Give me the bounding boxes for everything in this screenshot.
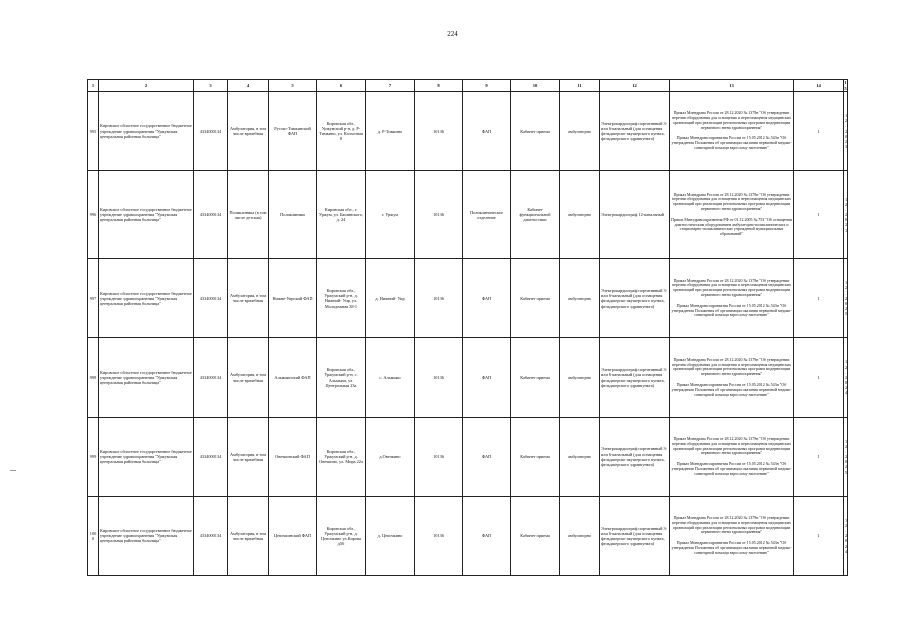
- cabinet: Кабинет функциональной диагностики: [511, 171, 560, 259]
- legal-basis: [670, 259, 794, 338]
- organization-name: Кировское областное государственное бюджетное учреждение здравоохранения "Уржумская центральная районная больница": [99, 259, 194, 338]
- equipment-name: Электрокардиограф портативный 3- или 6-канальный (для оснащения фельдшерско-акушерского пункта, фельдшерского здравпункта): [600, 417, 670, 496]
- settlement: г. Уржум: [366, 171, 415, 259]
- department: ФАП: [463, 92, 511, 171]
- quantity: 1: [794, 417, 844, 496]
- cabinet: Кабинет приема: [511, 92, 560, 171]
- column-header: 8: [415, 80, 463, 92]
- legal-basis: [670, 496, 794, 575]
- facility-type: Амбулатория, в том числе врачебная: [228, 417, 269, 496]
- oktmo-code: 10136: [415, 171, 463, 259]
- inn-code: 4334000134: [194, 171, 228, 259]
- column-header: 2: [99, 80, 194, 92]
- cabinet: Кабинет приема: [511, 259, 560, 338]
- address: Кировская обл., г. Уржум, ул. Башинского, д. 24: [317, 171, 366, 259]
- equipment-name: Электрокардиограф 12-канальный: [600, 171, 670, 259]
- department: ФАП: [463, 417, 511, 496]
- department: ФАП: [463, 338, 511, 417]
- care-conditions: амбулаторно: [560, 417, 600, 496]
- scan-mark: [10, 470, 16, 471]
- care-conditions: амбулаторно: [560, 496, 600, 575]
- care-conditions: амбулаторно: [560, 92, 600, 171]
- quantity: 1: [794, 171, 844, 259]
- deadline: 12.2025: [844, 417, 848, 496]
- organization-name: Кировское областное государственное бюджетное учреждение здравоохранения "Уржумская центральная районная больница": [99, 417, 194, 496]
- oktmo-code: 10136: [415, 338, 463, 417]
- legal-basis-order-1: Приказ Минздрава России от 28.12.2020 № 1379н "Об утверждении перечня оборудования для оснащения и переоснащения медицинских организаций при реализации региональных программ модернизации первичного звена здравоохранения": [671, 515, 792, 535]
- facility-type: Амбулатория, в том числе врачебная: [228, 259, 269, 338]
- legal-basis-order-1: Приказ Минздрава России от 28.12.2020 № 1379н "Об утверждении перечня оборудования для оснащения и переоснащения медицинских организаций при реализации региональных программ модернизации первичного звена здравоохранения": [671, 110, 792, 130]
- care-conditions: амбулаторно: [560, 338, 600, 417]
- table-row: [88, 92, 848, 171]
- department: Поликлиническое отделение: [463, 171, 511, 259]
- column-header: 6: [317, 80, 366, 92]
- column-header: 11: [560, 80, 600, 92]
- legal-basis-order-1: Приказ Минздрава России от 28.12.2020 № 1379н "Об утверждении перечня оборудования для оснащения и переоснащения медицинских организаций при реализации региональных программ модернизации первичного звена здравоохранения": [671, 277, 792, 297]
- column-header: 10: [511, 80, 560, 92]
- column-header: 14: [794, 80, 844, 92]
- page-number: 224: [447, 30, 458, 38]
- row-number: 995: [88, 92, 99, 171]
- deadline: 12.2023: [844, 92, 848, 171]
- column-header: 15: [844, 80, 847, 91]
- unit-name: Русско-Тимкинский ФАП: [269, 92, 317, 171]
- legal-basis-order-2: Приказ Минздравсоцразвития России от 15.05.2012 № 543н "Об утверждении Положения об организации оказания первичной медико-санитарной помощи взрослому населению": [671, 540, 792, 555]
- address: Кировская обл., Уржумский р-н, д. Овечкино, ул. Мира 22а: [317, 417, 366, 496]
- deadline: 12.2024: [844, 338, 848, 417]
- care-conditions: амбулаторно: [560, 259, 600, 338]
- legal-basis: [670, 92, 794, 171]
- oktmo-code: 10136: [415, 417, 463, 496]
- inn-code: 4334000134: [194, 417, 228, 496]
- cabinet: Кабинет приема: [511, 417, 560, 496]
- column-header: 9: [463, 80, 511, 92]
- equipment-register-table: [87, 79, 848, 576]
- inn-code: 4334000134: [194, 259, 228, 338]
- care-conditions: амбулаторно: [560, 171, 600, 259]
- oktmo-code: 10136: [415, 259, 463, 338]
- column-header: 13: [670, 80, 794, 92]
- facility-type: Амбулатория, в том числе врачебная: [228, 338, 269, 417]
- cabinet: Кабинет приема: [511, 338, 560, 417]
- address: Кировская обл., Уржумский р-н, д. Р-Тимкино, ул. Колхозная 8: [317, 92, 366, 171]
- table-row: [88, 417, 848, 496]
- settlement: с. Альмьяш: [366, 338, 415, 417]
- unit-name: Нижне-Уирский ФАП: [269, 259, 317, 338]
- inn-code: 4334000134: [194, 92, 228, 171]
- row-number: 996: [88, 171, 99, 259]
- row-number: 998: [88, 338, 99, 417]
- facility-type: Амбулатория, в том числе врачебная: [228, 92, 269, 171]
- equipment-name: Электрокардиограф портативный 3- или 6-канальный (для оснащения фельдшерско-акушерского пункта, фельдшерского здравпункта): [600, 496, 670, 575]
- table-row: [88, 171, 848, 259]
- column-header: 4: [228, 80, 269, 92]
- quantity: 1: [794, 92, 844, 171]
- quantity: 1: [794, 338, 844, 417]
- legal-basis-order-2: Приказ Минздравсоцразвития РФ от 01.12.2005 № 753 "Об оснащении диагностическим оборудованием амбулаторно-поликлинических и стационарно-поликлинических учреждений муниципальных образований": [671, 216, 792, 237]
- organization-name: Кировское областное государственное бюджетное учреждение здравоохранения "Уржумская центральная районная больница": [99, 171, 194, 259]
- settlement: д. Нижний- Уир: [366, 259, 415, 338]
- table-row: [88, 259, 848, 338]
- inn-code: 4334000134: [194, 338, 228, 417]
- address: Кировская обл., Уржумский р-н, с. Альмьяш, ул. Центральная 23а: [317, 338, 366, 417]
- legal-basis: [670, 417, 794, 496]
- organization-name: Кировское областное государственное бюджетное учреждение здравоохранения "Уржумская центральная районная больница": [99, 496, 194, 575]
- unit-name: Овечкинский ФАП: [269, 417, 317, 496]
- header-row: [88, 80, 848, 92]
- legal-basis-order-2: Приказ Минздравсоцразвития России от 15.05.2012 № 543н "Об утверждении Положения об организации оказания первичной медико-санитарной помощи взрослому населению": [671, 461, 792, 476]
- row-number: 999: [88, 417, 99, 496]
- inn-code: 4334000134: [194, 496, 228, 575]
- legal-basis: [670, 338, 794, 417]
- legal-basis-order-2: Приказ Минздравсоцразвития России от 15.05.2012 № 543н "Об утверждении Положения об организации оказания первичной медико-санитарной помощи взрослому населению": [671, 135, 792, 151]
- settlement: д. Цепочкино: [366, 496, 415, 575]
- legal-basis-order-2: Приказ Минздравсоцразвития России от 15.05.2012 № 543н "Об утверждении Положения об организации оказания первичной медико-санитарной помощи взрослому населению": [671, 381, 792, 397]
- column-header: 7: [366, 80, 415, 92]
- unit-name: Альмьяшский ФАП: [269, 338, 317, 417]
- equipment-name: Электрокардиограф портативный 3- или 6-канальный (для оснащения фельдшерско-акушерского пункта, фельдшерского здравпункта): [600, 92, 670, 171]
- unit-name: Цепочкинский ФАП: [269, 496, 317, 575]
- quantity: 1: [794, 496, 844, 575]
- oktmo-code: 10136: [415, 496, 463, 575]
- organization-name: Кировское областное государственное бюджетное учреждение здравоохранения "Уржумская центральная районная больница": [99, 92, 194, 171]
- settlement: д.Овечкино: [366, 417, 415, 496]
- deadline: 12.2025: [844, 259, 848, 338]
- facility-type: Амбулатория, в том числе врачебная: [228, 496, 269, 575]
- column-header: 1: [88, 80, 99, 92]
- row-number: 997: [88, 259, 99, 338]
- department: ФАП: [463, 496, 511, 575]
- legal-basis-order-1: Приказ Минздрава России от 28.12.2020 № 1379н "Об утверждении перечня оборудования для оснащения и переоснащения медицинских организаций при реализации региональных программ модернизации первичного звена здравоохранения": [671, 435, 792, 456]
- row-number: 1000: [88, 496, 99, 575]
- column-header: 12: [600, 80, 670, 92]
- legal-basis-order-1: Приказ Минздрава России от 28.12.2020 № 1379н "Об утверждении перечня оборудования для оснащения и переоснащения медицинских организаций при реализации региональных программ модернизации первичного звена здравоохранения": [671, 191, 792, 211]
- facility-type: Поликлиника (в том числе детская): [228, 171, 269, 259]
- equipment-name: Электрокардиограф портативный 3- или 6-канальный (для оснащения фельдшерско-акушерского пункта, фельдшерского здравпункта): [600, 259, 670, 338]
- legal-basis-order-1: Приказ Минздрава России от 28.12.2020 № 1379н "Об утверждении перечня оборудования для оснащения и переоснащения медицинских организаций при реализации региональных программ модернизации первичного звена здравоохранения": [671, 356, 792, 377]
- quantity: 1: [794, 259, 844, 338]
- organization-name: Кировское областное государственное бюджетное учреждение здравоохранения "Уржумская центральная районная больница": [99, 338, 194, 417]
- table-row: [88, 496, 848, 575]
- column-header: 3: [194, 80, 228, 92]
- address: Кировская обл., Уржумский р-н, д. Нижний- Уир, ул. Молодежная 38-1: [317, 259, 366, 338]
- legal-basis: [670, 171, 794, 259]
- column-header: 5: [269, 80, 317, 92]
- deadline: 12.2024: [844, 496, 848, 575]
- legal-basis-order-2: Приказ Минздравсоцразвития России от 15.05.2012 № 543н "Об утверждении Положения об организации оказания первичной медико-санитарной помощи взрослому населению": [671, 302, 792, 318]
- deadline: 12.2021: [844, 171, 848, 259]
- oktmo-code: 10136: [415, 92, 463, 171]
- equipment-name: Электрокардиограф портативный 3- или 6-канальный (для оснащения фельдшерско-акушерского пункта, фельдшерского здравпункта): [600, 338, 670, 417]
- department: ФАП: [463, 259, 511, 338]
- settlement: д. Р-Тимкино: [366, 92, 415, 171]
- unit-name: Поликлиника: [269, 171, 317, 259]
- cabinet: Кабинет приема: [511, 496, 560, 575]
- table-row: [88, 338, 848, 417]
- address: Кировская обл., Уржумский р-н, д. Цепочкино ул.Кирова д56: [317, 496, 366, 575]
